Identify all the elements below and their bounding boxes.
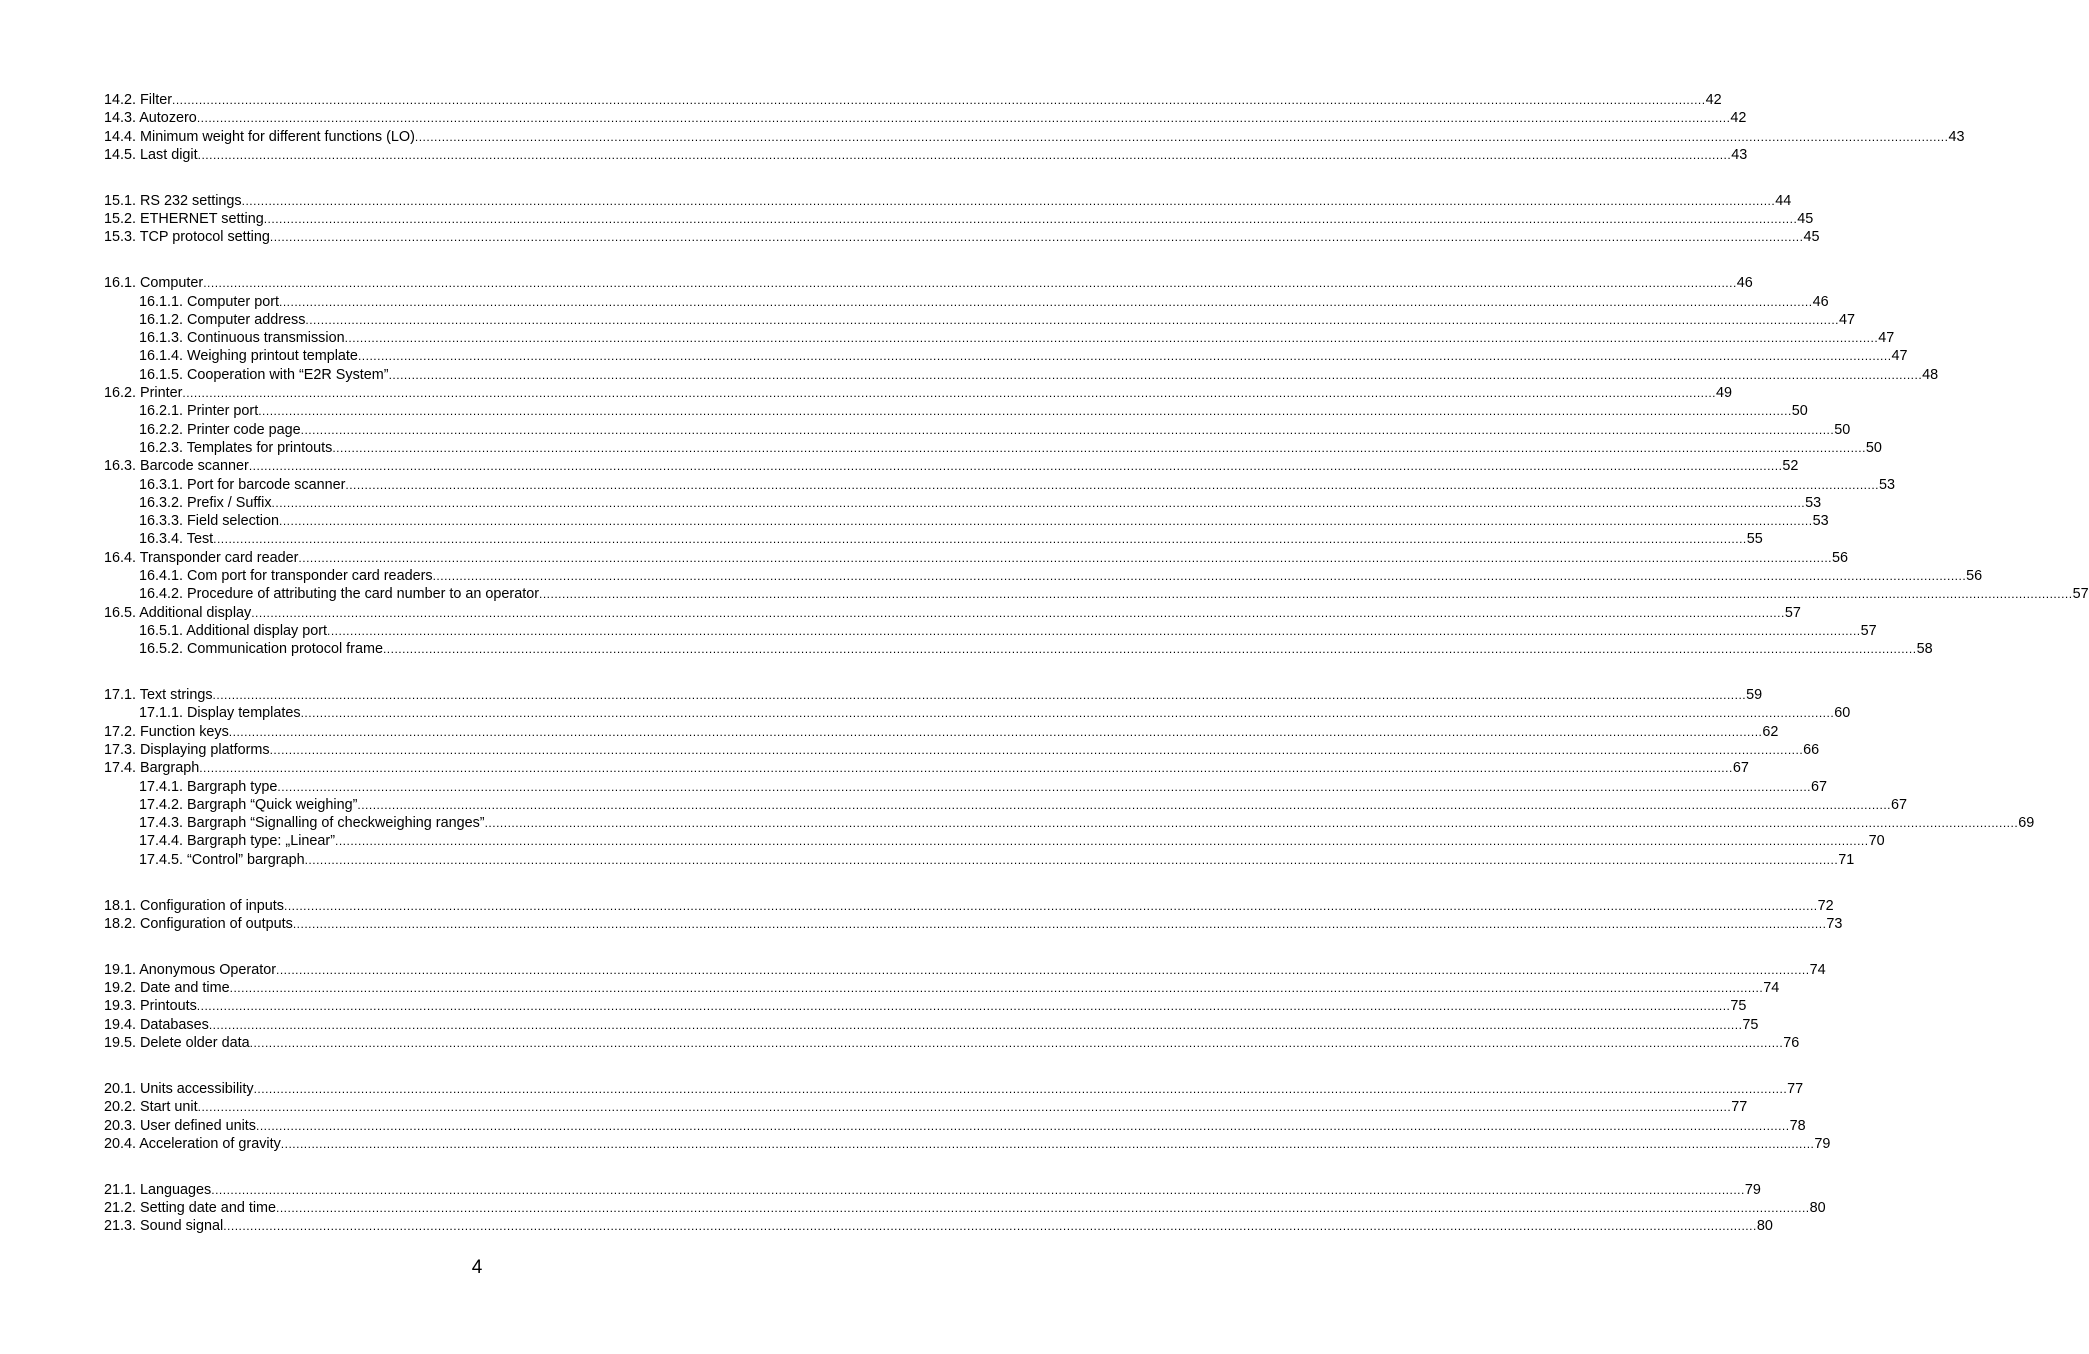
dot-leader: ................................................................................................................................................................................................................................................................................................................................................................................................................ <box>279 294 1813 309</box>
toc-entry-page: 67 <box>1890 796 1907 813</box>
toc-entry-label: 17.4.4. Bargraph type: „Linear” <box>139 833 335 850</box>
dot-leader: ................................................................................................................................................................................................................................................................................................................................................................................................................ <box>197 147 1732 162</box>
toc-entry-label: 20.4. Acceleration of gravity <box>104 1135 281 1152</box>
toc-entry-page: 42 <box>1730 110 1747 127</box>
toc-entry-page: 56 <box>1832 549 1849 566</box>
toc-entry-label: 14.2. Filter <box>104 92 172 108</box>
toc-entry[interactable] <box>104 146 1748 164</box>
dot-leader: ................................................................................................................................................................................................................................................................................................................................................................................................................ <box>300 706 1835 721</box>
toc-entry-label: 15.3. TCP protocol setting <box>104 229 270 246</box>
toc-entry-label: 21.2. Setting date and time <box>104 1200 277 1216</box>
toc-entry[interactable] <box>104 778 1828 796</box>
toc-entry-page: 43 <box>1731 146 1748 163</box>
toc-entry[interactable] <box>104 494 1822 512</box>
toc-entry-label: 14.5. Last digit <box>104 146 198 163</box>
toc-entry-label: 16.4. Transponder card reader <box>104 549 299 566</box>
toc-entry-label: 14.3. Autozero <box>104 110 197 127</box>
toc-entry[interactable] <box>104 457 1799 475</box>
toc-entry-page: 80 <box>1809 1200 1826 1216</box>
toc-entry-label: 21.1. Languages <box>104 1181 212 1198</box>
toc-entry-label: 16.5. Additional display <box>104 604 252 621</box>
toc-entry-page: 77 <box>1787 1080 1804 1097</box>
toc-entry-page: 79 <box>1814 1135 1831 1152</box>
toc-entry-page: 74 <box>1809 961 1826 978</box>
toc-section <box>104 686 2035 869</box>
toc-entry-page: 59 <box>1746 687 1763 704</box>
dot-leader: ................................................................................................................................................................................................................................................................................................................................................................................................................ <box>276 962 1810 977</box>
dot-leader: ................................................................................................................................................................................................................................................................................................................................................................................................................ <box>539 587 2073 602</box>
toc-entry-label: 16.1.1. Computer port <box>139 293 279 310</box>
toc-section <box>104 1080 1831 1153</box>
dot-leader: ................................................................................................................................................................................................................................................................................................................................................................................................................ <box>253 1081 1788 1096</box>
dot-leader: ................................................................................................................................................................................................................................................................................................................................................................................................................ <box>203 276 1737 291</box>
dot-leader: ................................................................................................................................................................................................................................................................................................................................................................................................................ <box>276 1201 1810 1215</box>
toc-entry-label: 17.4.2. Bargraph “Quick weighing” <box>139 796 358 813</box>
dot-leader: ................................................................................................................................................................................................................................................................................................................................................................................................................ <box>382 642 1917 657</box>
page-number: 4 <box>471 1257 483 1278</box>
toc-entry[interactable] <box>104 832 1885 850</box>
toc-entry-label: 16.1.2. Computer address <box>139 311 306 328</box>
dot-leader: ................................................................................................................................................................................................................................................................................................................................................................................................................ <box>269 230 1804 245</box>
toc-entry-page: 53 <box>1878 476 1895 493</box>
toc-entry-page: 47 <box>1878 330 1895 347</box>
dot-leader: ................................................................................................................................................................................................................................................................................................................................................................................................................ <box>298 550 1832 565</box>
toc-entry-page: 43 <box>1948 128 1965 145</box>
toc-entry[interactable] <box>104 796 1907 814</box>
toc-entry-page: 66 <box>1803 741 1820 758</box>
toc-entry-page: 47 <box>1891 348 1908 365</box>
toc-entry[interactable] <box>104 1135 1831 1153</box>
toc-entry-label: 18.1. Configuration of inputs <box>104 897 285 914</box>
toc-entry[interactable] <box>104 979 1780 997</box>
dot-leader: ................................................................................................................................................................................................................................................................................................................................................................................................................ <box>249 1036 1784 1051</box>
dot-leader: ................................................................................................................................................................................................................................................................................................................................................................................................................ <box>263 212 1798 227</box>
dot-leader: ................................................................................................................................................................................................................................................................................................................................................................................................................ <box>271 495 1806 510</box>
toc-entry-page: 50 <box>1834 421 1851 438</box>
toc-entry-page: 47 <box>1838 311 1855 328</box>
toc-entry-label: 16.3.4. Test <box>139 531 214 548</box>
toc-section <box>104 274 2089 658</box>
toc-entry-page: 62 <box>1762 723 1779 740</box>
toc-entry-label: 16.1.4. Weighing printout template <box>139 348 358 365</box>
toc-entry[interactable] <box>104 622 1877 640</box>
toc-entry-label: 21.3. Sound signal <box>104 1218 224 1235</box>
toc-entry[interactable] <box>104 91 1722 109</box>
toc-entry-page: 45 <box>1797 211 1814 228</box>
toc-entry-label: 17.2. Function keys <box>104 723 229 740</box>
toc-entry[interactable] <box>104 402 1808 420</box>
toc-entry-page: 60 <box>1834 705 1851 722</box>
toc-entry-page: 57 <box>2072 586 2089 603</box>
toc-entry-label: 15.1. RS 232 settings <box>104 192 242 209</box>
toc-entry-page: 80 <box>1756 1218 1773 1235</box>
toc-entry-page: 58 <box>1916 641 1933 658</box>
dot-leader: ................................................................................................................................................................................................................................................................................................................................................................................................................ <box>196 111 1731 126</box>
toc-entry[interactable] <box>104 814 2035 832</box>
toc-section <box>104 192 1820 247</box>
toc-entry[interactable] <box>104 274 1753 292</box>
toc-entry[interactable] <box>104 567 1983 585</box>
toc-entry-page: 75 <box>1742 1016 1759 1033</box>
toc-entry-page: 52 <box>1782 458 1799 475</box>
dot-leader: ................................................................................................................................................................................................................................................................................................................................................................................................................ <box>228 724 1763 739</box>
dot-leader: ................................................................................................................................................................................................................................................................................................................................................................................................................ <box>345 477 1879 492</box>
toc-entry-page: 48 <box>1922 366 1939 383</box>
toc-entry-label: 17.1. Text strings <box>104 687 213 704</box>
dot-leader: ................................................................................................................................................................................................................................................................................................................................................................................................................ <box>208 1017 1743 1032</box>
toc-entry[interactable] <box>104 366 1939 384</box>
toc-entry[interactable] <box>104 640 1933 658</box>
toc-entry-page: 46 <box>1812 293 1829 310</box>
table-of-contents <box>104 91 2089 1263</box>
toc-entry-page: 70 <box>1868 833 1885 850</box>
toc-entry[interactable] <box>104 585 2089 603</box>
toc-entry[interactable] <box>104 192 1792 210</box>
dot-leader: ................................................................................................................................................................................................................................................................................................................................................................................................................ <box>484 816 2019 831</box>
toc-entry-label: 16.3. Barcode scanner <box>104 458 249 475</box>
toc-entry[interactable] <box>104 1217 1773 1235</box>
toc-entry[interactable] <box>104 1080 1804 1098</box>
toc-entry[interactable] <box>104 1016 1759 1034</box>
dot-leader: ................................................................................................................................................................................................................................................................................................................................................................................................................ <box>182 386 1716 401</box>
toc-entry-page: 77 <box>1731 1099 1748 1116</box>
dot-leader: ................................................................................................................................................................................................................................................................................................................................................................................................................ <box>171 93 1706 107</box>
toc-section <box>104 961 1826 1052</box>
toc-entry-label: 16.4.2. Procedure of attributing the card number to an operator <box>139 586 539 603</box>
dot-leader: ................................................................................................................................................................................................................................................................................................................................................................................................................ <box>256 1118 1790 1133</box>
toc-entry[interactable] <box>104 851 1855 869</box>
toc-entry-label: 17.4.5. “Control” bargraph <box>139 851 305 868</box>
toc-entry-label: 17.4.1. Bargraph type <box>139 778 278 795</box>
toc-entry[interactable] <box>104 439 1882 457</box>
dot-leader: ................................................................................................................................................................................................................................................................................................................................................................................................................ <box>211 1182 1745 1197</box>
toc-entry[interactable] <box>104 311 1855 329</box>
toc-entry[interactable] <box>104 384 1732 402</box>
dot-leader: ................................................................................................................................................................................................................................................................................................................................................................................................................ <box>258 404 1792 419</box>
toc-entry[interactable] <box>104 1181 1761 1199</box>
toc-entry-label: 18.2. Configuration of outputs <box>104 915 293 932</box>
toc-entry-page: 57 <box>1860 622 1877 639</box>
toc-entry-page: 73 <box>1826 915 1843 932</box>
dot-leader: ................................................................................................................................................................................................................................................................................................................................................................................................................ <box>388 367 1923 382</box>
dot-leader: ................................................................................................................................................................................................................................................................................................................................................................................................................ <box>277 779 1811 794</box>
toc-entry[interactable] <box>104 109 1747 127</box>
toc-entry-page: 74 <box>1763 980 1780 997</box>
toc-entry[interactable] <box>104 549 1849 567</box>
dot-leader: ................................................................................................................................................................................................................................................................................................................................................................................................................ <box>196 999 1731 1014</box>
toc-entry-label: 16.3.3. Field selection <box>139 513 279 530</box>
toc-entry-page: 57 <box>1784 604 1801 621</box>
toc-entry-page: 67 <box>1811 778 1828 795</box>
toc-entry-label: 16.1.3. Continuous transmission <box>139 330 345 347</box>
toc-entry[interactable] <box>104 915 1843 933</box>
dot-leader: ................................................................................................................................................................................................................................................................................................................................................................................................................ <box>280 1136 1815 1151</box>
dot-leader: ................................................................................................................................................................................................................................................................................................................................................................................................................ <box>305 312 1839 327</box>
toc-entry[interactable] <box>104 1199 1826 1217</box>
dot-leader: ................................................................................................................................................................................................................................................................................................................................................................................................................ <box>327 623 1861 638</box>
dot-leader: ................................................................................................................................................................................................................................................................................................................................................................................................................ <box>332 440 1866 455</box>
toc-entry-label: 19.5. Delete older data <box>104 1035 250 1052</box>
toc-entry-page: 56 <box>1966 568 1983 585</box>
toc-entry[interactable] <box>104 329 1895 347</box>
toc-entry[interactable] <box>104 686 1763 704</box>
toc-entry[interactable] <box>104 421 1851 439</box>
toc-entry-label: 20.2. Start unit <box>104 1099 198 1116</box>
toc-entry[interactable] <box>104 604 1801 622</box>
toc-entry-label: 16.3.1. Port for barcode scanner <box>139 476 346 493</box>
toc-entry-label: 17.4.3. Bargraph “Signalling of checkweighing ranges” <box>139 815 485 832</box>
toc-entry-page: 76 <box>1783 1035 1800 1052</box>
toc-entry-label: 19.3. Printouts <box>104 998 197 1015</box>
toc-section <box>104 1181 1826 1236</box>
dot-leader: ................................................................................................................................................................................................................................................................................................................................................................................................................ <box>304 852 1839 867</box>
toc-entry-label: 19.2. Date and time <box>104 980 230 997</box>
toc-entry-label: 16.4.1. Com port for transponder card readers <box>139 568 433 585</box>
toc-entry[interactable] <box>104 128 1965 146</box>
toc-entry-page: 75 <box>1730 998 1747 1015</box>
toc-entry[interactable] <box>104 1098 1748 1116</box>
toc-entry[interactable] <box>104 210 1814 228</box>
dot-leader: ................................................................................................................................................................................................................................................................................................................................................................................................................ <box>223 1219 1757 1234</box>
toc-entry[interactable] <box>104 1034 1800 1052</box>
toc-entry-page: 46 <box>1736 275 1753 292</box>
toc-entry-page: 49 <box>1715 385 1732 402</box>
dot-leader: ................................................................................................................................................................................................................................................................................................................................................................................................................ <box>212 688 1747 703</box>
dot-leader: ................................................................................................................................................................................................................................................................................................................................................................................................................ <box>241 193 1776 208</box>
dot-leader: ................................................................................................................................................................................................................................................................................................................................................................................................................ <box>292 916 1827 931</box>
toc-entry-page: 72 <box>1817 897 1834 914</box>
toc-entry-label: 15.2. ETHERNET setting <box>104 211 264 228</box>
toc-entry-page: 50 <box>1865 439 1882 456</box>
toc-entry-label: 16.5.2. Communication protocol frame <box>139 641 383 658</box>
dot-leader: ................................................................................................................................................................................................................................................................................................................................................................................................................ <box>284 898 1818 913</box>
toc-entry[interactable] <box>104 476 1895 494</box>
toc-entry-label: 16.3.2. Prefix / Suffix <box>139 494 272 511</box>
dot-leader: ................................................................................................................................................................................................................................................................................................................................................................................................................ <box>432 569 1967 584</box>
toc-entry[interactable] <box>104 897 1834 915</box>
toc-entry-page: 78 <box>1789 1117 1806 1134</box>
toc-entry-page: 45 <box>1803 229 1820 246</box>
toc-entry-label: 16.5.1. Additional display port <box>139 622 328 639</box>
toc-entry-page: 69 <box>2018 815 2035 832</box>
toc-entry[interactable] <box>104 347 1908 365</box>
toc-entry[interactable] <box>104 741 1820 759</box>
dot-leader: ................................................................................................................................................................................................................................................................................................................................................................................................................ <box>414 129 1949 144</box>
toc-section <box>104 91 1965 164</box>
dot-leader: ................................................................................................................................................................................................................................................................................................................................................................................................................ <box>213 532 1747 547</box>
toc-entry-label: 19.4. Databases <box>104 1016 209 1033</box>
toc-entry-page: 79 <box>1744 1181 1761 1198</box>
dot-leader: ................................................................................................................................................................................................................................................................................................................................................................................................................ <box>199 761 1733 776</box>
toc-entry-page: 53 <box>1812 513 1829 530</box>
toc-entry-label: 17.4. Bargraph <box>104 760 200 777</box>
toc-entry-label: 16.1. Computer <box>104 275 204 292</box>
toc-entry[interactable] <box>104 723 1779 741</box>
toc-entry[interactable] <box>104 997 1747 1015</box>
toc-entry-label: 19.1. Anonymous Operator <box>104 961 276 978</box>
toc-entry[interactable] <box>104 961 1826 979</box>
toc-entry-label: 16.2.3. Templates for printouts <box>139 439 333 456</box>
toc-entry-label: 17.1.1. Display templates <box>139 705 301 722</box>
toc-entry-page: 44 <box>1775 192 1792 209</box>
toc-entry-label: 17.3. Displaying platforms <box>104 741 270 758</box>
toc-entry-page: 71 <box>1838 851 1855 868</box>
toc-entry[interactable] <box>104 512 1829 530</box>
toc-entry-page: 67 <box>1732 760 1749 777</box>
toc-entry[interactable] <box>104 530 1763 548</box>
dot-leader: ................................................................................................................................................................................................................................................................................................................................................................................................................ <box>357 797 1891 812</box>
dot-leader: ................................................................................................................................................................................................................................................................................................................................................................................................................ <box>335 834 1869 849</box>
toc-entry-page: 50 <box>1791 403 1808 420</box>
toc-entry[interactable] <box>104 293 1829 311</box>
dot-leader: ................................................................................................................................................................................................................................................................................................................................................................................................................ <box>269 742 1804 757</box>
toc-entry[interactable] <box>104 704 1851 722</box>
toc-entry-label: 16.1.5. Cooperation with “E2R System” <box>139 366 389 383</box>
toc-entry-label: 16.2.1. Printer port <box>139 403 259 420</box>
dot-leader: ................................................................................................................................................................................................................................................................................................................................................................................................................ <box>197 1100 1732 1115</box>
toc-entry[interactable] <box>104 759 1749 777</box>
dot-leader: ................................................................................................................................................................................................................................................................................................................................................................................................................ <box>279 514 1813 529</box>
toc-entry-label: 16.2. Printer <box>104 385 183 402</box>
toc-entry-page: 55 <box>1746 531 1763 548</box>
toc-entry-label: 20.3. User defined units <box>104 1117 256 1134</box>
dot-leader: ................................................................................................................................................................................................................................................................................................................................................................................................................ <box>357 349 1892 364</box>
toc-entry[interactable] <box>104 228 1820 246</box>
dot-leader: ................................................................................................................................................................................................................................................................................................................................................................................................................ <box>344 331 1879 346</box>
toc-entry-label: 20.1. Units accessibility <box>104 1080 254 1097</box>
toc-entry-page: 53 <box>1805 494 1822 511</box>
toc-entry-label: 14.4. Minimum weight for different functions (LO) <box>104 128 415 145</box>
dot-leader: ................................................................................................................................................................................................................................................................................................................................................................................................................ <box>229 981 1764 996</box>
dot-leader: ................................................................................................................................................................................................................................................................................................................................................................................................................ <box>300 422 1835 437</box>
toc-section <box>104 897 1843 934</box>
toc-entry-page: 42 <box>1705 92 1722 108</box>
dot-leader: ................................................................................................................................................................................................................................................................................................................................................................................................................ <box>248 459 1783 474</box>
toc-entry-label: 16.2.2. Printer code page <box>139 421 301 438</box>
toc-entry[interactable] <box>104 1117 1806 1135</box>
dot-leader: ................................................................................................................................................................................................................................................................................................................................................................................................................ <box>251 605 1785 620</box>
